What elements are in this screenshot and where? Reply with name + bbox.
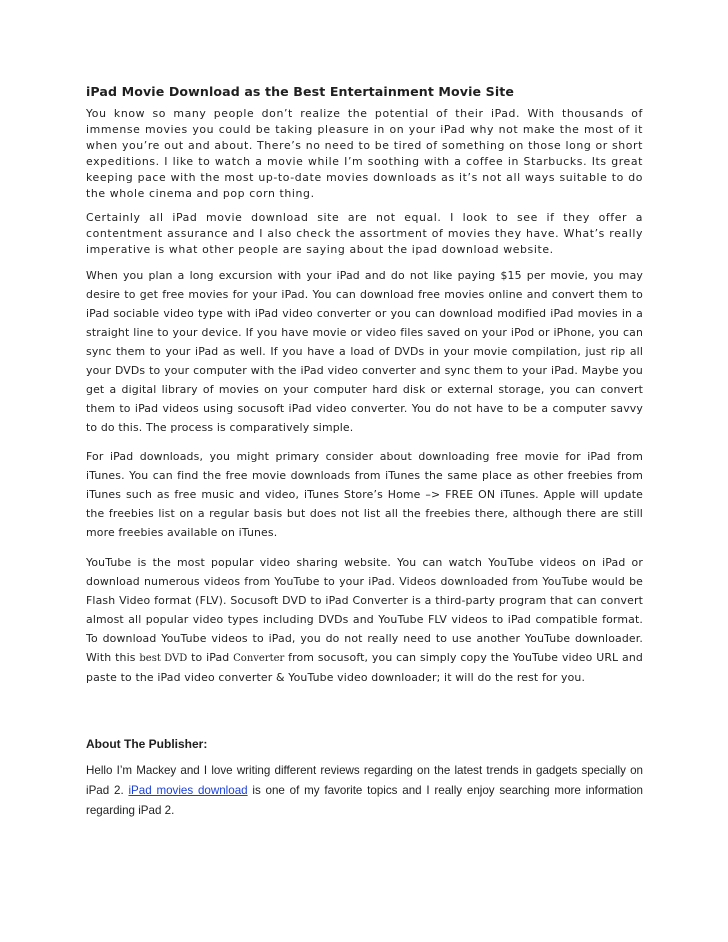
- publisher-text-end: is one of my favorite topics and I really enjoy searching more information regarding iPad 2.: [86, 784, 643, 817]
- paragraph-itunes: For iPad downloads, you might primary consider about downloading free movie for iPad from iTunes. You can find the free movie downloads from iTunes the same place as other freebies from iTunes such as free music and video, iTunes Store’s Home –> FREE ON iTunes. Apple will update the freebies list on a regular basis but does not list all the freebies there, although there are still more freebies available on iTunes.: [86, 450, 643, 539]
- publisher-heading: About The Publisher:: [86, 737, 208, 751]
- paragraph-free-movies: When you plan a long excursion with your iPad and do not like paying $15 per movie, you may desire to get free movies for your iPad. You can download free movies online and convert them to iPad sociable video type with iPad video converter or you can download modified iPad movies in a straight line to your device. If you have movie or video files saved on your iPod or iPhone, you can sync them to your iPad as well. If you have a load of DVDs in your movie compilation, just rip all your DVDs to your computer with the iPad video converter and sync them to your iPad. Maybe you get a digital library of movies on your computer hard disk or external storage, you can convert them to iPad videos using socusoft iPad video converter. You do not have to be a computer savvy to do this. The process is comparatively simple.: [86, 269, 643, 434]
- paragraph-download-sites: Certainly all iPad movie download site are not equal. I look to see if they offer a contentment assurance and I also check the assortment of movies they have. What’s really imperative is what other people are saying about the ipad download website.: [86, 211, 643, 256]
- paragraph-youtube: [86, 553, 643, 687]
- article-title: iPad Movie Download as the Best Entertainment Movie Site: [86, 84, 515, 99]
- youtube-text-mid: to iPad: [187, 651, 234, 664]
- paragraph-intro: You know so many people don’t realize the potential of their iPad. With thousands of immense movies you could be taking pleasure in on your iPad why not make the most of it when you’re out and about. There’s no need to be tired of something on those long or short expeditions. I like to watch a movie while I’m soothing with a coffee in Starbucks. Its great keeping pace with the most up-to-date movies downloads as it’s not all ways suitable to do the whole cinema and pop corn thing.: [86, 107, 643, 200]
- document-page: [86, 84, 643, 821]
- youtube-text-end: from socusoft, you can simply copy the YouTube video URL and paste to the iPad video converter & YouTube video downloader; it will do the rest for you.: [86, 651, 643, 684]
- youtube-text-serif-best-dvd: best DVD: [139, 653, 188, 664]
- publisher-paragraph: [86, 761, 643, 821]
- ipad-movies-download-link[interactable]: iPad movies download: [128, 784, 248, 797]
- youtube-text-start: YouTube is the most popular video sharing website. You can watch YouTube videos on iPad or download numerous videos from YouTube to your iPad. Videos downloaded from YouTube would be Flash Video format (FLV). Socusoft DVD to iPad Converter is a third-party program that can convert almost all popular video types including DVDs and YouTube FLV videos to iPad compatible format. To download YouTube videos to iPad, you do not really need to use another YouTube downloader. With this: [86, 556, 643, 664]
- publisher-text-start: Hello I’m Mackey and I love writing different reviews regarding on the latest trends in gadgets specially on iPad 2.: [86, 764, 643, 797]
- youtube-text-serif-converter: Converter: [233, 653, 285, 664]
